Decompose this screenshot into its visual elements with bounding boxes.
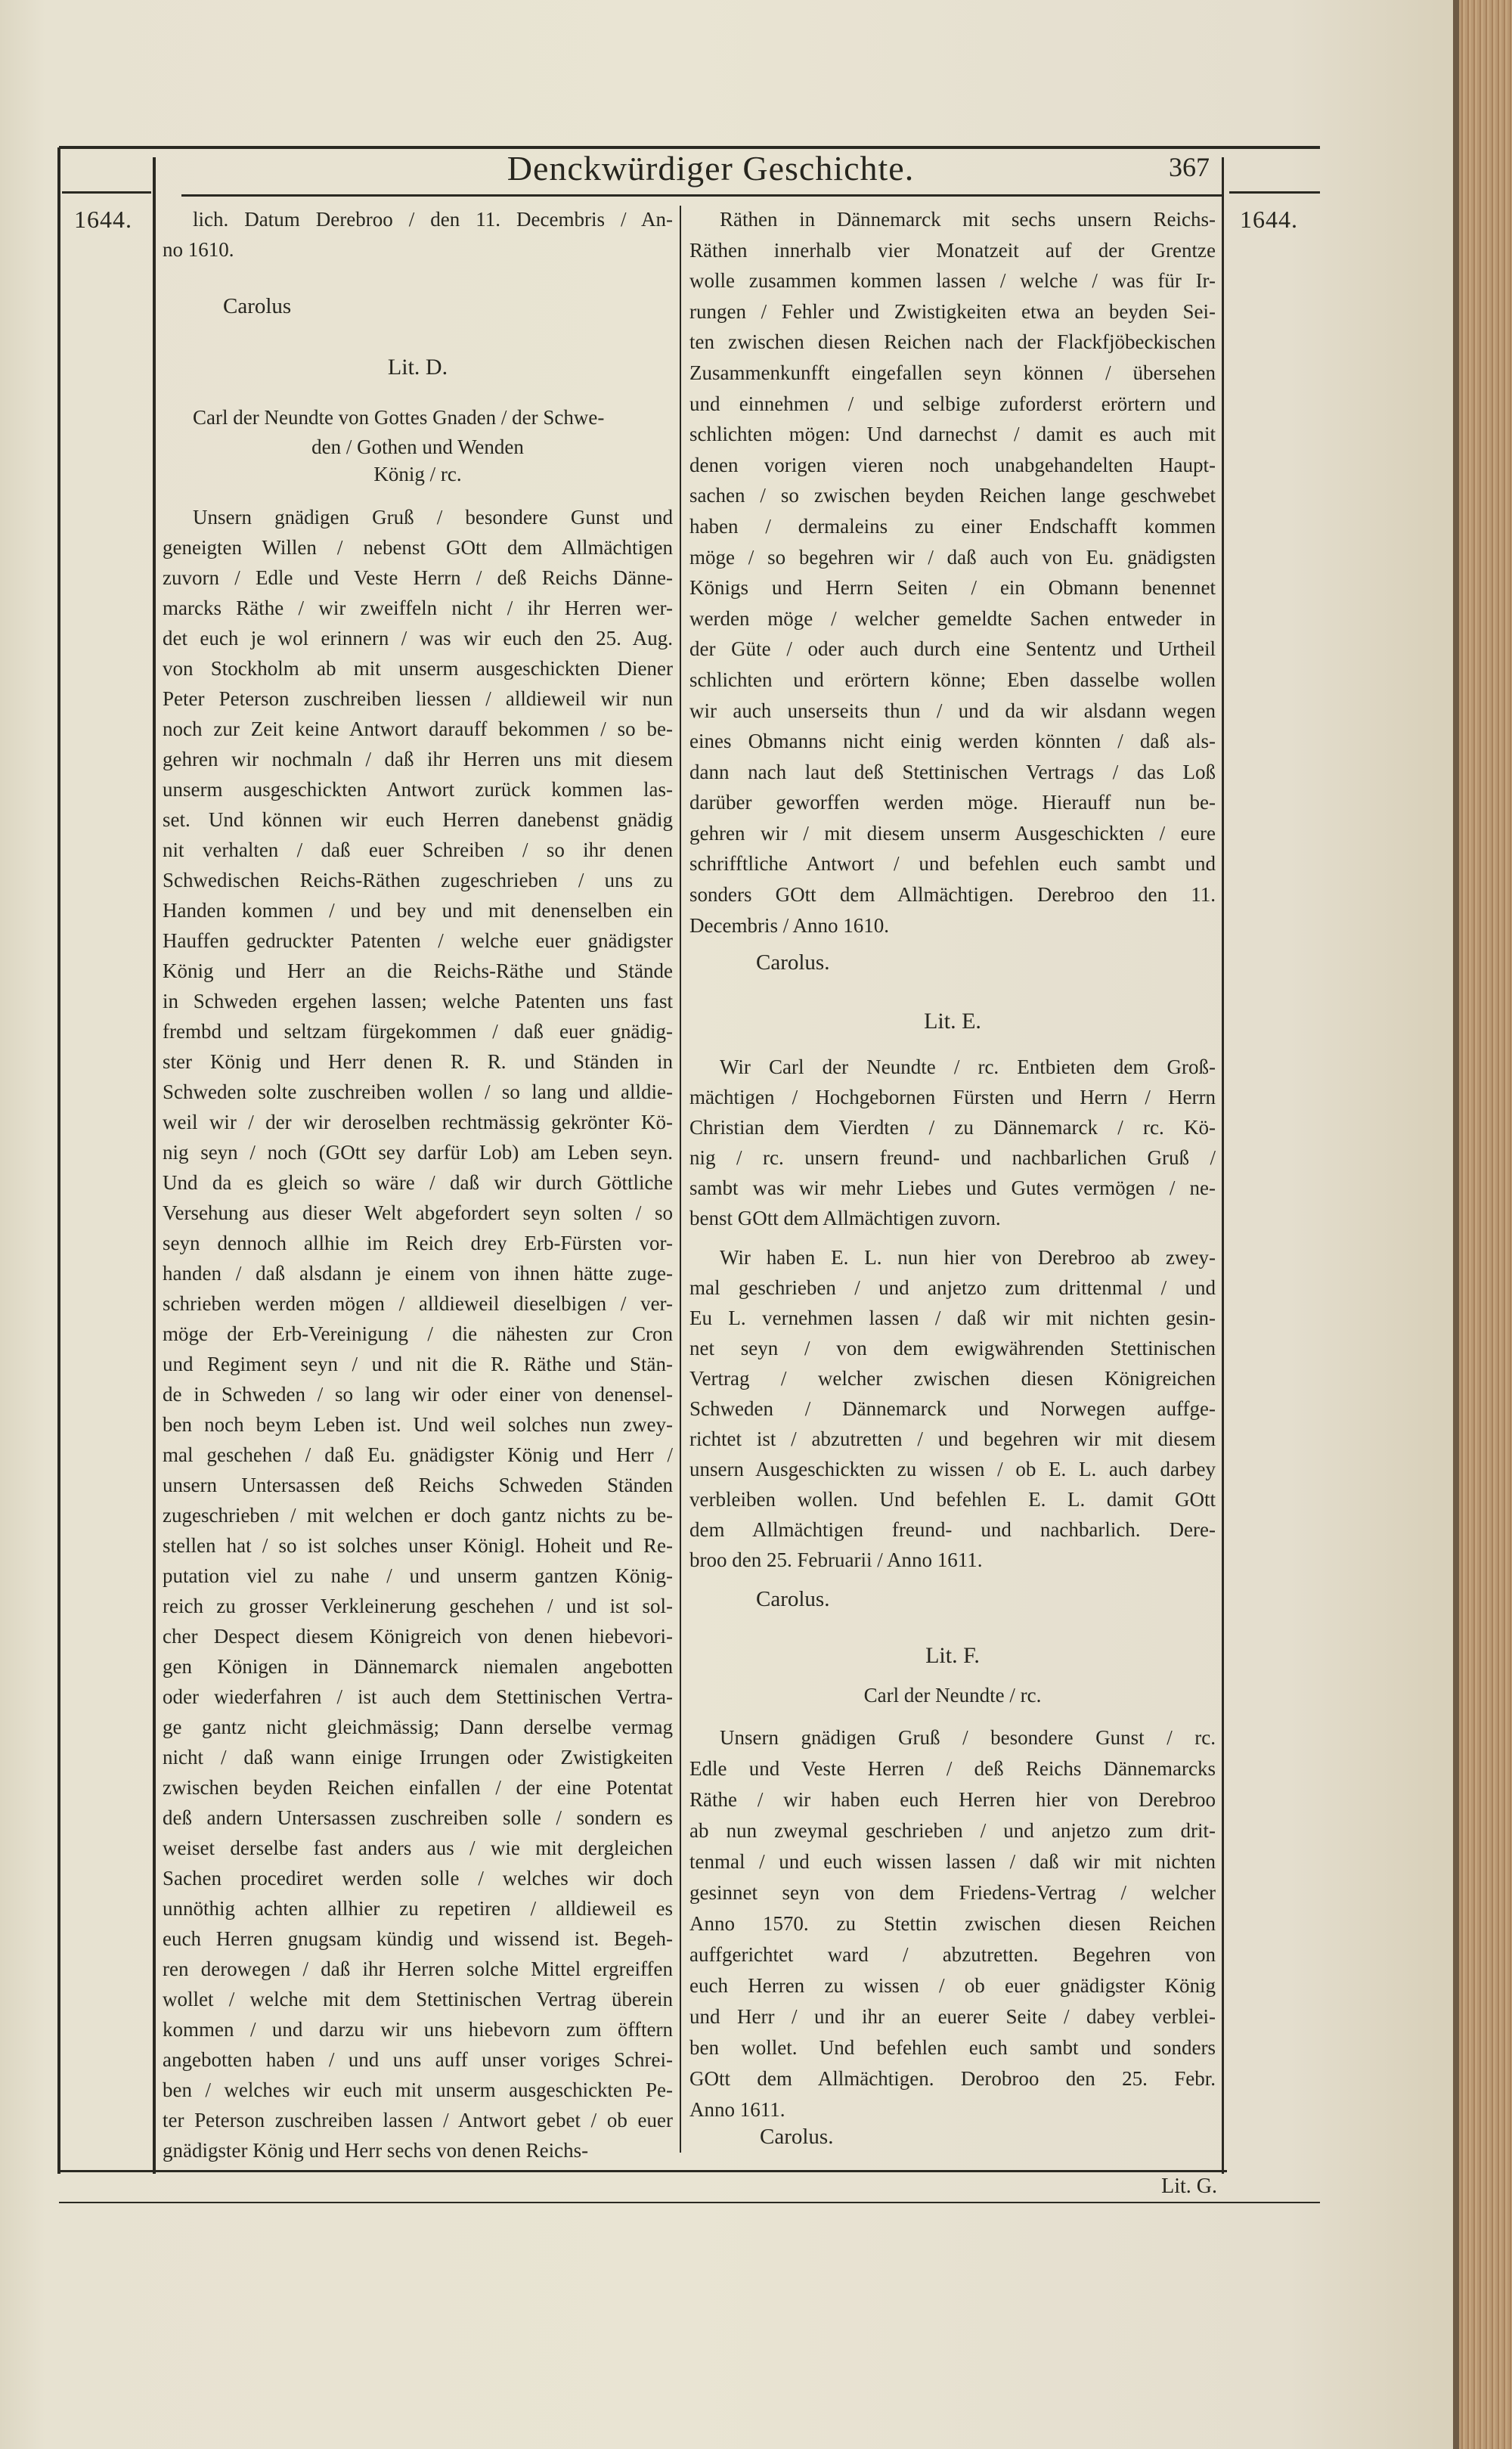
text-line: mal geschrieben / und anjetzo zum drittenmal / und <box>689 1276 1216 1299</box>
text-line: det euch je wol erinnern / was wir euch den 25. Aug. <box>163 627 673 649</box>
text-line: gehren wir / mit diesem unserm Ausgeschickten / eure <box>689 821 1216 845</box>
text-line: Und da es gleich so wäre / daß wir durch Göttliche <box>163 1171 673 1194</box>
text-line: auffgerichtet ward / abzutretten. Begehren von <box>689 1943 1216 1966</box>
book-page-edge <box>1453 0 1512 2449</box>
text-line: sonders GOtt dem Allmächtigen. Derebroo den 11. <box>689 883 1216 907</box>
text-line: Edle und Veste Herren / deß Reichs Dännemarcks <box>689 1757 1216 1780</box>
text-line: gehren wir nochmaln / daß ihr Herren uns mit diesem <box>163 748 673 770</box>
text-line: zuvorn / Edle und Veste Herrn / deß Reichs Dänne- <box>163 566 673 589</box>
text-line: nit verhalten / daß euer Schreiben / so ihr denen <box>163 839 673 861</box>
text-line: ben noch beym Leben ist. Und weil solches nun zwey- <box>163 1413 673 1436</box>
text-line: ster König und Herr denen R. R. und Ständen in <box>163 1050 673 1073</box>
text-line: der Güte / oder auch durch eine Sententz und Urtheil <box>689 637 1216 661</box>
text-line: Decembris / Anno 1610. <box>689 913 889 937</box>
text-line: Unsern gnädigen Gruß / besondere Gunst und <box>193 506 673 529</box>
bottom-rule <box>59 2170 1227 2172</box>
text-line: König und Herr an die Reichs-Räthe und Stände <box>163 959 673 982</box>
text-line: unserm ausgeschickten Antwort zurück kommen las- <box>163 778 673 801</box>
text-line: lich. Datum Derebroo / den 11. Decembris / An- <box>193 208 673 231</box>
text-line: Räthe / wir haben euch Herren hier von Derebroo <box>689 1788 1216 1811</box>
text-line: wir auch unserseits thun / und da wir alsdann wegen <box>689 699 1216 722</box>
signature-carolus <box>756 947 983 978</box>
letter-e-body <box>689 1242 1216 1575</box>
text-line: schlichten mögen: Und darnechst / damit es auch mit <box>689 423 1216 446</box>
text-line: Sachen procediret werden solle / welches wir doch <box>163 1867 673 1889</box>
text-line: Carolus. <box>756 1587 830 1611</box>
text-line: und einnehmen / und selbige zuforderst erörtern und <box>689 392 1216 415</box>
text-line: Räthen innerhalb vier Monatzeit auf der Grentze <box>689 238 1216 262</box>
text-line: Carl der Neundte / rc. <box>863 1684 1042 1707</box>
letter-e-salutation <box>689 1052 1216 1233</box>
text-line: broo den 25. Februarii / Anno 1611. <box>689 1548 983 1571</box>
signature-carolus <box>756 1584 983 1614</box>
text-line: Wir haben E. L. nun hier von Derebroo ab zwey- <box>720 1246 1216 1269</box>
text-line: ge gantz nicht gleichmässig; Dann derselbe vermag <box>163 1716 673 1738</box>
text-line: Hauffen gedruckter Patenten / welche euer gnädigster <box>163 929 673 952</box>
letter-d-title <box>163 433 673 488</box>
text-line: zwischen beyden Reichen einfallen / der eine Potentat <box>163 1776 673 1799</box>
text-line: Zusammenkunfft eingefallen seyn können / übersehen <box>689 361 1216 384</box>
text-line: weil wir / der wir deroselben rechtmässig gekrönter Kö- <box>163 1111 673 1133</box>
header-underline <box>181 194 1222 197</box>
text-line: geneigten Willen / nebenst GOtt dem Allmächtigen <box>163 536 673 559</box>
text-line: ben wollet. Und befehlen euch sambt und sonders <box>689 2036 1216 2059</box>
text-line: zugeschrieben / mit welchen er doch gantz nichts zu be- <box>163 1504 673 1527</box>
text-line: gnädigster König und Herr sechs von denen Reichs- <box>163 2139 589 2162</box>
outer-left-border <box>57 147 60 2174</box>
letter-f-body <box>689 1722 1216 2125</box>
text-line: Peter Peterson zuschreiben liessen / alldieweil wir nun <box>163 687 673 710</box>
text-line: Anno 1611. <box>689 2098 785 2121</box>
text-line: ab nun zweymal geschrieben / und anjetzo zum drit- <box>689 1819 1216 1842</box>
text-line: denen vorigen vieren noch unabgehandelten Haupt- <box>689 453 1216 476</box>
running-head-title: Denckwürdiger Geschichte. <box>507 149 915 188</box>
margin-divider-left <box>153 157 156 2174</box>
text-line: Handen kommen / und bey und mit denenselben ein <box>163 899 673 922</box>
text-line: Schwedischen Reichs-Räthen zugeschrieben / uns zu <box>163 869 673 891</box>
text-line: Schweden solte zuschreiben wollen / so lang und alldie- <box>163 1080 673 1103</box>
text-line: möge / so begehren wir / daß auch von Eu. gnädigsten <box>689 545 1216 569</box>
text-line: haben / dermaleins zu einer Endschafft kommen <box>689 514 1216 538</box>
text-line: verbleiben wollen. Und befehlen E. L. damit GOtt <box>689 1488 1216 1511</box>
text-line: Carl der Neundte von Gottes Gnaden / der Schwe- <box>193 406 605 429</box>
text-line: werden möge / welcher gemeldte Sachen entweder in <box>689 606 1216 630</box>
signature-carolus <box>760 2123 987 2150</box>
text-line: stellen hat / so ist solches unser Königl. Hoheit und Re- <box>163 1534 673 1557</box>
text-line: Schweden / Dännemarck und Norwegen auffge- <box>689 1397 1216 1420</box>
text-line: sachen / so zwischen beyden Reichen lange geschwebet <box>689 484 1216 507</box>
text-line: unnöthig achten allhier zu repetiren / alldieweil es <box>163 1897 673 1920</box>
column-divider <box>680 206 681 2153</box>
text-line: euch Herren gnugsam kündig und wissend ist. Begeh- <box>163 1927 673 1950</box>
text-line: rungen / Fehler und Zwistigkeiten etwa an beyden Sei- <box>689 299 1216 323</box>
signature-carolus <box>223 291 450 321</box>
text-line: richtet ist / abzutretten / und begehren wir mit diesem <box>689 1428 1216 1450</box>
text-line: Carolus. <box>756 950 830 975</box>
text-line: mächtigen / Hochgebornen Fürsten und Herrn / Herrn <box>689 1086 1216 1108</box>
text-line: nicht / daß wann einige Irrungen oder Zwistigkeiten <box>163 1746 673 1769</box>
text-line: in Schweden ergehen lassen; welche Patenten uns fast <box>163 990 673 1012</box>
text-line: net seyn / von dem ewigwährenden Stettinischen <box>689 1337 1216 1359</box>
text-line: wollet / welche mit dem Stettinischen Vertrag überein <box>163 1988 673 2010</box>
text-line: oder wiederfahren / ist auch dem Stettinischen Vertra- <box>163 1685 673 1708</box>
text-line: gen Königen in Dännemarck niemalen angebotten <box>163 1655 673 1678</box>
text-line: und Regiment seyn / und nit die R. Räthe und Stän- <box>163 1353 673 1375</box>
text-line: no 1610. <box>163 238 234 261</box>
text-line: Carolus. <box>760 2125 834 2149</box>
text-line: ren derowegen / daß ihr Herren solche Mittel ergreiffen <box>163 1958 673 1980</box>
text-line: euch Herren zu wissen / ob euer gnädigster König <box>689 1974 1216 1997</box>
text-line: GOtt dem Allmächtigen. Derobroo den 25. Febr. <box>689 2067 1216 2090</box>
text-line: deß andern Untersassen zuschreiben solle / sondern es <box>163 1806 673 1829</box>
text-line: schrifftliche Antwort / und befehlen euch sambt und <box>689 852 1216 876</box>
letter-d-body-continued <box>689 204 1216 941</box>
text-line: Versehung aus dieser Welt abgefordert seyn solten / so <box>163 1201 673 1224</box>
text-line: Lit. E. <box>924 1009 981 1034</box>
text-line: Lit. D. <box>387 355 448 380</box>
text-line: kommen / und darzu wir uns hiebevorn zum öfftern <box>163 2018 673 2041</box>
text-line: Eu L. vernehmen lassen / daß wir mit nichten gesin- <box>689 1307 1216 1329</box>
text-line: Lit. F. <box>925 1643 980 1668</box>
text-line: König / rc. <box>373 463 462 485</box>
margin-divider-right <box>1222 157 1224 2174</box>
text-line: reich zu grosser Verkleinerung geschehen / und ist sol- <box>163 1595 673 1617</box>
letter-f-title <box>689 1680 1216 1710</box>
text-line: putation viel zu nahe / und unserm gantzen König- <box>163 1564 673 1587</box>
text-line: und Herr / und ihr an euerer Seite / dabey verblei- <box>689 2005 1216 2028</box>
text-line: tenmal / und euch wissen lassen / daß wir mit nichten <box>689 1850 1216 1873</box>
text-line: den / Gothen und Wenden <box>311 436 524 458</box>
text-line: Räthen in Dännemarck mit sechs unsern Reichs- <box>720 208 1216 231</box>
text-line: unsern Ausgeschickten zu wissen / ob E. L. auch darbey <box>689 1458 1216 1480</box>
margin-rule-left <box>62 191 151 194</box>
text-line: Carolus <box>223 294 292 318</box>
text-line: Wir Carl der Neundte / rc. Entbieten dem Groß- <box>720 1056 1216 1078</box>
text-line: eines Obmanns nicht einig werden könnten / daß als- <box>689 730 1216 753</box>
heading-lit-e <box>689 1006 1216 1037</box>
text-line: ten zwischen diesen Reichen nach der Flackfjöbeckischen <box>689 330 1216 354</box>
text-line: ben / welches wir euch mit unserm ausgeschickten Pe- <box>163 2079 673 2101</box>
page-number: 367 <box>1169 152 1210 182</box>
margin-year-right: 1644. <box>1240 206 1298 233</box>
heading-lit-d <box>163 352 673 383</box>
text-line: schrieben werden mögen / alldieweil dieselbigen / ver- <box>163 1292 673 1315</box>
text-line: handen / daß alsdann je einem von ihnen hätte zuge- <box>163 1262 673 1285</box>
text-line: cher Despect diesem Königreich von denen hiebevori- <box>163 1625 673 1648</box>
text-line: gesinnet seyn von dem Friedens-Vertrag / welcher <box>689 1881 1216 1904</box>
text-line: nig seyn / noch (GOtt sey darfür Lob) am Leben seyn. <box>163 1141 673 1164</box>
text-line: möge der Erb-Vereinigung / die nähesten zur Cron <box>163 1322 673 1345</box>
heading-lit-f <box>689 1641 1216 1671</box>
text-line: noch zur Zeit keine Antwort darauff bekommen / so be- <box>163 718 673 740</box>
catchword: Lit. G. <box>1161 2175 1217 2198</box>
text-line: set. Und können wir euch Herren danebenst gnädig <box>163 808 673 831</box>
text-line: marcks Räthe / wir zweiffeln nicht / ihr Herren wer- <box>163 597 673 619</box>
text-line: unsern Untersassen deß Reichs Schweden Ständen <box>163 1474 673 1496</box>
margin-year-left: 1644. <box>74 206 132 233</box>
text-line: seyn dennoch allhie im Reich drey Erb-Fürsten vor- <box>163 1232 673 1254</box>
text-line: von Stockholm ab mit unserm ausgeschickten Diener <box>163 657 673 680</box>
text-line: sambt was wir mehr Liebes und Gutes vermögen / ne- <box>689 1176 1216 1199</box>
bottom-rule-2 <box>59 2202 1320 2203</box>
text-line: frembd und seltzam fürgekommen / daß euer gnädig- <box>163 1020 673 1043</box>
letter-d-body <box>163 502 673 2165</box>
text-line: dann nach laut deß Stettinischen Vertrags / das Loß <box>689 760 1216 783</box>
text-line: Unsern gnädigen Gruß / besondere Gunst / rc. <box>720 1726 1216 1749</box>
text-line: Vertrag / welcher zwischen diesen Königreichen <box>689 1367 1216 1390</box>
text-line: dem Allmächtigen freund- und nachbarlich. Dere- <box>689 1518 1216 1541</box>
text-line: ter Peterson zuschreiben lassen / Antwort gebet / ob euer <box>163 2109 673 2131</box>
text-line: angebotten haben / und uns auff unser voriges Schrei- <box>163 2048 673 2071</box>
text-line: Anno 1570. zu Stettin zwischen diesen Reichen <box>689 1912 1216 1935</box>
text-line: mal geschehen / daß Eu. gnädigster König und Herr / <box>163 1443 673 1466</box>
text-line: nig / rc. unsern freund- und nachbarlichen Gruß / <box>689 1146 1216 1169</box>
text-line: Königs und Herrn Seiten / ein Obmann benennet <box>689 576 1216 600</box>
text-line: weiset derselbe fast anders aus / wie mit dergleichen <box>163 1837 673 1859</box>
letter-d-salutation <box>163 402 673 432</box>
text-line: benst GOtt dem Allmächtigen zuvorn. <box>689 1207 1001 1229</box>
text-line: Christian dem Vierdten / zu Dännemarck / rc. Kö- <box>689 1116 1216 1139</box>
text-line: de in Schweden / so lang wir oder einer von denensel- <box>163 1383 673 1406</box>
text-line: schlichten und erörtern könne; Eben dasselbe wollen <box>689 668 1216 691</box>
text-line: darüber geworffen werden möge. Hierauff nun be- <box>689 791 1216 814</box>
text-line: wolle zusammen kommen lassen / welche / was für Ir- <box>689 269 1216 293</box>
letter-c-closing <box>163 204 673 265</box>
margin-rule-right <box>1229 191 1320 194</box>
